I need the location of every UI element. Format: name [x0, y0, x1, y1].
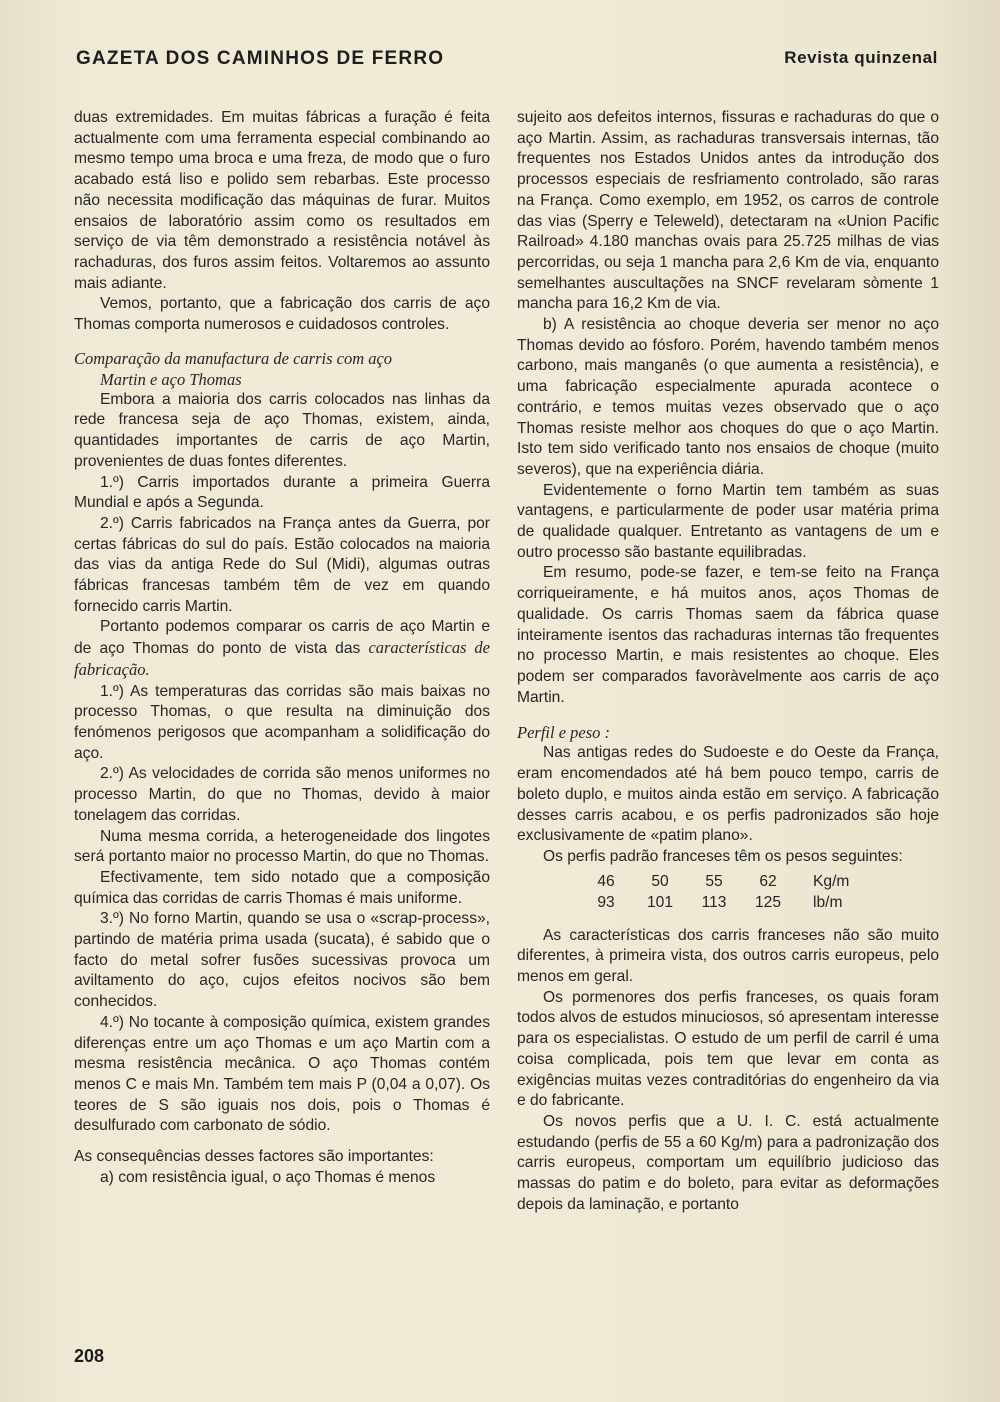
paragraph: As consequências desses factores são importantes:	[74, 1148, 434, 1166]
weights-table	[579, 872, 883, 914]
paragraph: Efectivamente, tem sido notado que a composição química das corridas de carris Thomas é mais uniforme.	[74, 868, 490, 907]
paragraph: 1.º) Carris importados durante a primeira Guerra Mundial e após a Segunda.	[74, 473, 490, 512]
weights-row-lb	[579, 893, 883, 914]
section-label: Revista quinzenal	[784, 48, 938, 67]
weight-cell: 125	[754, 893, 782, 911]
paragraph: 4.º) No tocante à composição química, existem grandes diferenças entre um aço Thomas e um aço Martin com a mesma resistência mecânica. O aço Thomas contém menos C e mais Mn. Também tem mais P (0,04 a 0,07). Os teores de S são iguais nos dois, pois o Thomas é desulfurado com carbonato de sódio.	[74, 1013, 490, 1135]
weight-cell: 101	[646, 893, 674, 911]
paragraph	[74, 617, 490, 681]
weight-cell: 62	[759, 872, 777, 890]
paragraph: 2.º) Carris fabricados na França antes da Guerra, por certas fábricas do sul do país. Estão colocados na maioria das vias da antiga Rede do Sul (Midi), algumas outras fábricas francesas também têm de vez em quando fornecido carris Martin.	[74, 514, 490, 615]
paragraph: Os novos perfis que a U. I. C. está actualmente estudando (perfis de 55 a 60 Kg/m) para a padronização dos carris europeus, comportam um equilíbrio judicioso das massas do patim e do boleto, para evitar as deformações depois da laminação, e portanto	[517, 1112, 939, 1213]
paragraph: Nas antigas redes do Sudoeste e do Oeste da França, eram encomendados até há bem pouco tempo, carris de boleto duplo, e muitos ainda estão em serviço. A fabricação desses carris acabou, e os perfis padronizados são hoje exclusivamente de «patim plano».	[517, 744, 939, 845]
paragraph: Os perfis padrão franceses têm os pesos seguintes:	[543, 847, 903, 865]
weights-row-kg	[579, 872, 883, 893]
paragraph: Vemos, portanto, que a fabricação dos carris de aço Thomas comporta numerosos e cuidadosos controles.	[74, 295, 490, 334]
paragraph: Evidentemente o forno Martin tem também as suas vantagens, e particularmente de poder usar matéria prima de qualidade qualquer. Entretanto as vantagens de um e outro processo são bastante equilibradas.	[517, 481, 939, 561]
weight-cell: 50	[651, 872, 669, 890]
right-column	[517, 108, 939, 1215]
paragraph: Numa mesma corrida, a heterogeneidade dos lingotes será portanto maior no processo Martin, do que no Thomas.	[74, 827, 490, 866]
paragraph: b) A resistência ao choque deveria ser menor no aço Thomas devido ao fósforo. Porém, havendo também menos carbono, mais manganês (o que aumenta a resistência), e uma fabricação especialmente apurada acontece o contrário, e temos muitas vezes observado que o aço Thomas resiste melhor aos choques do que o aço Martin. Isto tem sido verificado tanto nos ensaios de choque (muito severos), que na experiência diária.	[517, 316, 939, 478]
paragraph: a) com resistência igual, o aço Thomas é menos	[100, 1168, 436, 1186]
paragraph: Os pormenores dos perfis franceses, os quais foram todos alvos de estudos minuciosos, só apresentam interesse para os especialistas. O estudo de um perfil de carril é uma coisa complicada, pois tem que levar em conta as exigências muitas vezes contraditórias do engenheiro da via e do fabricante.	[517, 988, 939, 1110]
publication-title: GAZETA DOS CAMINHOS DE FERRO	[76, 48, 445, 69]
left-column	[74, 108, 490, 1188]
section-heading: Comparação da manufactura de carris com aço	[74, 348, 393, 368]
paragraph: Em resumo, pode-se fazer, e tem-se feito na França corriqueiramente, e há muitos anos, aços Thomas de qualidade. Os carris Thomas saem da fábrica quase inteiramente isentos das rachaduras internas tão frequentes no processo Martin, e mais resistentes ao choque. Eles podem ser comparados favoràvelmente aos carris de aço Martin.	[517, 564, 939, 706]
running-header	[76, 48, 938, 74]
weight-unit: lb/m	[813, 893, 843, 911]
paragraph: 2.º) As velocidades de corrida são menos uniformes no processo Martin, do que no Thomas, devido à maior tonelagem das corridas.	[74, 765, 490, 824]
paragraph-italic: características de fabricação.	[74, 638, 490, 679]
page-number: 208	[74, 1346, 105, 1366]
paragraph: 3.º) No forno Martin, quando se usa o «scrap-process», partindo de matéria prima usada (sucata), é sabido que o facto do metal sofrer fusões sucessivas provoca um aviltamento do aço, cujos efeitos nocivos são bem conhecidos.	[74, 910, 490, 1011]
paragraph: Embora a maioria dos carris colocados nas linhas da rede francesa seja de aço Thomas, existem, ainda, quantidades importantes de carris de aço Martin, provenientes de duas fontes diferentes.	[74, 390, 490, 470]
weight-cell: 55	[705, 872, 723, 890]
paragraph: duas extremidades. Em muitas fábricas a furação é feita actualmente com uma ferramenta especial combinando ao mesmo tempo uma broca e uma freza, de modo que o furo acabado está liso e polido sem rebarbas. Este processo não necessita modificação das máquinas de furar. Muitos ensaios de laboratório assim como os resultados em serviço de via têm demonstrado a resistência notável às rachaduras, dos furos assim feitos. Voltaremos ao assunto mais adiante.	[74, 109, 490, 292]
paragraph: 1.º) As temperaturas das corridas são mais baixas no processo Thomas, o que resulta na diminuição dos fenómenos perigosos que acompanham a solidificação do aço.	[74, 682, 490, 762]
section-heading: Perfil e peso :	[517, 723, 611, 743]
weight-cell: 46	[597, 872, 615, 890]
paragraph-text: Portanto podemos comparar os carris de aço Martin e de aço Thomas do ponto de vista das	[74, 618, 490, 658]
weight-cell: 113	[701, 893, 727, 911]
paragraph: As características dos carris franceses não são muito diferentes, à primeira vista, dos outros carris europeus, pelo menos em geral.	[517, 926, 939, 986]
weight-cell: 93	[597, 893, 615, 911]
weight-unit: Kg/m	[813, 872, 850, 890]
section-heading-continued: Martin e aço Thomas	[100, 369, 242, 389]
paragraph: sujeito aos defeitos internos, fissuras e rachaduras do que o aço Martin. Assim, as rachaduras transversais internas, tão frequentes nos Estados Unidos antes da introdução dos processos especiais de resfriamento controlado, são raras na França. Como exemplo, em 1952, os carros de controle das vias (Sperry e Teleweld), detectaram na «Union Pacific Railroad» 4.180 manchas ovais para 25.725 milhas de vias percorridas, ou seja 1 mancha para 2,6 Km de via, enquanto semelhantes auscultações na SNCF revelaram sòmente 1 mancha para 16,2 Km de via.	[517, 109, 939, 313]
